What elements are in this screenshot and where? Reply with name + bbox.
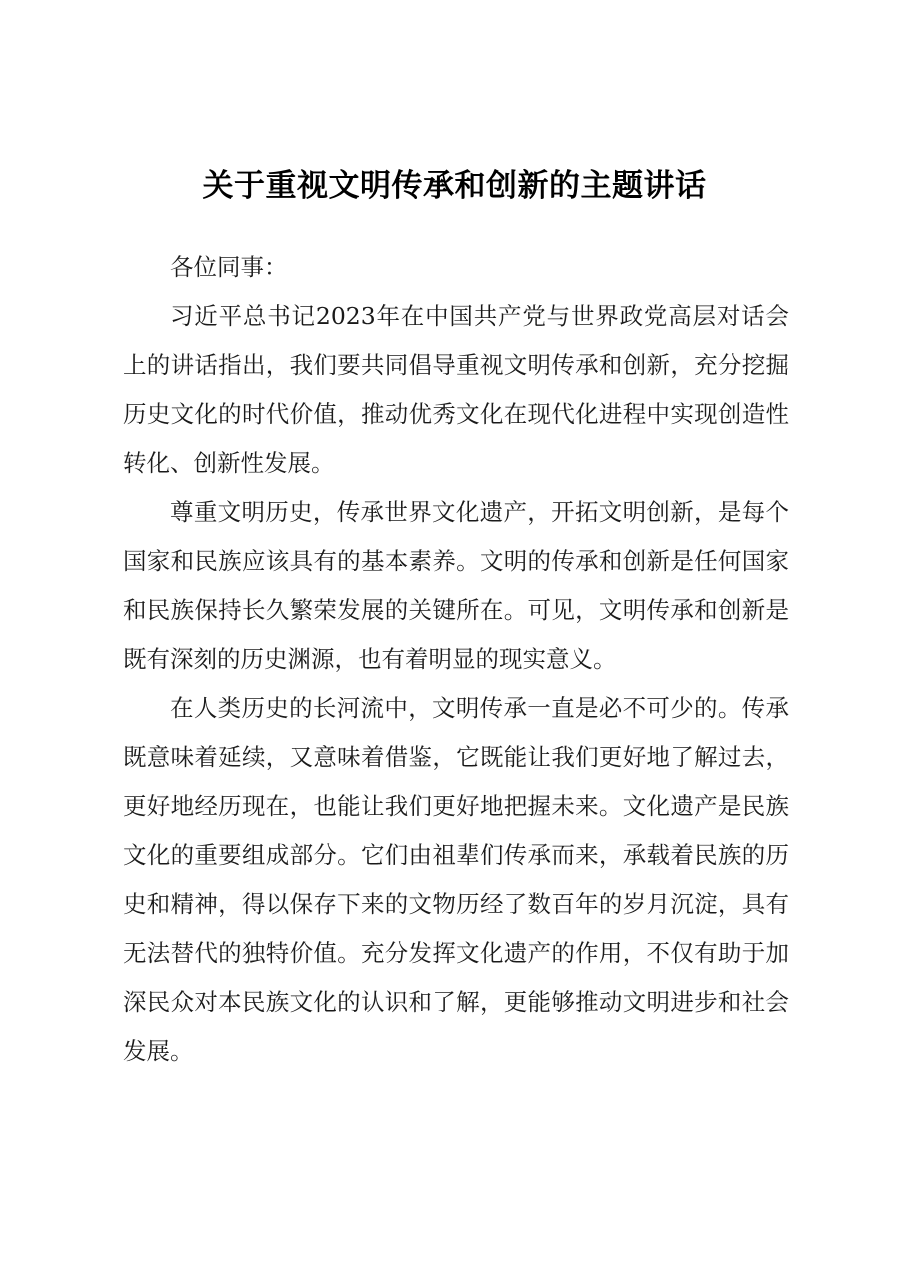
greeting: 各位同事： [170, 253, 288, 281]
document-title: 关于重视文明传承和创新的主题讲话 [202, 168, 707, 204]
paragraph-3: 在人类历史的长河流中，文明传承一直是必不可少的。传承既意味着延续，又意味着借鉴，它既能让我们更好地了解过去，更好地经历现在，也能让我们更好地把握未来。文化遗产是民族文化的重要组成部分。它们由祖辈们传承而来，承载着民族的历史和精神，得以保存下来的文物历经了数百年的岁月沉淀，具有无法替代的独特价值。充分发挥文化遗产的作用，不仅有助于加深民众对本民族文化的认识和了解，更能够推动文明进步和社会发展。 [123, 694, 789, 1065]
paragraph-1: 习近平总书记2023年在中国共产党与世界政党高层对话会上的讲话指出，我们要共同倡导重视文明传承和创新，充分挖掘历史文化的时代价值，推动优秀文化在现代化进程中实现创造性转化、创新性发展。 [123, 302, 789, 477]
paragraph-2: 尊重文明历史，传承世界文化遗产，开拓文明创新，是每个国家和民族应该具有的基本素养。文明的传承和创新是任何国家和民族保持长久繁荣发展的关键所在。可见，文明传承和创新是既有深刻的历史渊源，也有着明显的现实意义。 [123, 498, 789, 673]
document-body [123, 243, 789, 1076]
